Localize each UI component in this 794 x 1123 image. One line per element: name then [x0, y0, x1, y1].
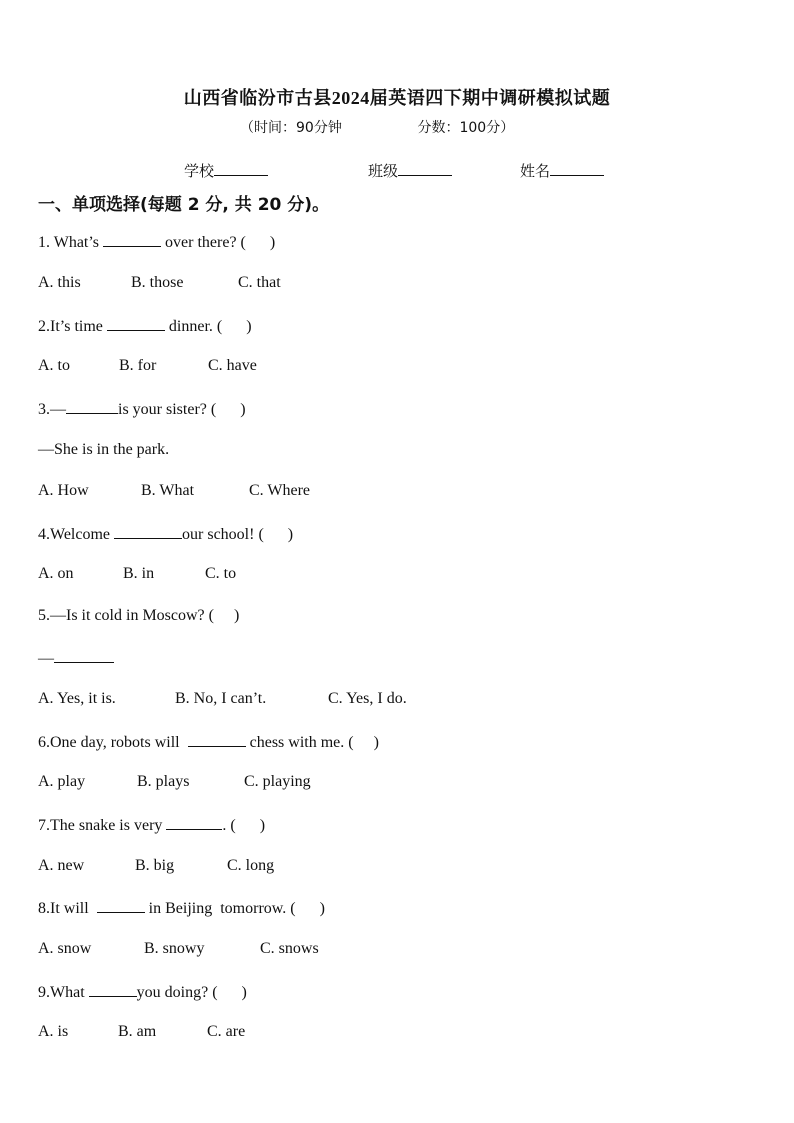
question-2-option-c: C. have	[208, 357, 257, 374]
question-7-text-before: 7.The snake is very	[38, 817, 167, 834]
question-3-blank	[66, 399, 118, 414]
question-7-text-after: . ( )	[222, 817, 266, 834]
question-9-text-before: 9.What	[38, 984, 89, 1001]
question-9-option-a: A. is	[38, 1023, 69, 1040]
question-6-option-c: C. playing	[244, 773, 311, 790]
question-7-option-a: A. new	[38, 857, 85, 874]
question-2-option-b: B. for	[119, 357, 157, 374]
question-4-option-b: B. in	[123, 565, 155, 582]
question-5-option-c: C. Yes, I do.	[328, 690, 407, 707]
question-3-text-after: is your sister? ( )	[118, 401, 246, 418]
question-6-text-after: chess with me. ( )	[245, 734, 379, 751]
question-7-options	[38, 857, 274, 875]
question-5-options	[38, 690, 407, 708]
question-4	[38, 524, 293, 544]
question-8-option-b: B. snowy	[144, 940, 205, 957]
question-9	[38, 982, 247, 1002]
question-2	[38, 316, 252, 336]
question-1-text-after: over there? ( )	[161, 234, 276, 251]
question-8-text-before: 8.It will	[38, 900, 97, 917]
question-1-options	[38, 274, 281, 292]
question-6-options	[38, 773, 311, 791]
class-blank	[398, 163, 452, 176]
question-5: 5.—Is it cold in Moscow? ( )	[38, 607, 240, 624]
question-9-options	[38, 1023, 245, 1041]
class-label: 班级	[368, 162, 399, 180]
question-8-text-after: in Beijing tomorrow. ( )	[144, 900, 325, 917]
question-1	[38, 232, 275, 252]
question-2-option-a: A. to	[38, 357, 70, 374]
question-7	[38, 815, 265, 835]
section-heading: 一、单项选择(每题 2 分, 共 20 分)。	[38, 195, 330, 215]
class-field	[368, 160, 452, 181]
question-2-options	[38, 357, 257, 375]
question-4-blank	[114, 524, 182, 539]
question-6-option-b: B. plays	[137, 773, 190, 790]
question-3-option-c: C. Where	[249, 482, 311, 499]
question-2-text-after: dinner. ( )	[164, 318, 252, 335]
question-4-options	[38, 565, 236, 583]
question-1-text-before: 1. What’s	[38, 234, 104, 251]
question-5-blank	[54, 648, 114, 663]
question-6-option-a: A. play	[38, 773, 86, 790]
question-8-options	[38, 940, 319, 958]
question-1-option-b: B. those	[131, 274, 184, 291]
question-6-blank	[188, 732, 246, 747]
question-4-option-a: A. on	[38, 565, 74, 582]
question-9-blank	[89, 982, 137, 997]
question-9-option-b: B. am	[118, 1023, 157, 1040]
question-7-option-c: C. long	[227, 857, 275, 874]
question-3	[38, 399, 246, 419]
question-3-option-b: B. What	[141, 482, 195, 499]
question-3-answer-line: —She is in the park.	[38, 441, 170, 458]
question-8-blank	[97, 898, 145, 913]
question-8	[38, 898, 325, 918]
school-field	[184, 160, 268, 181]
question-5-answer-dash: —	[38, 650, 54, 667]
question-3-options	[38, 482, 310, 500]
school-blank	[214, 163, 268, 176]
question-3-text-before: 3.—	[38, 401, 66, 418]
question-4-text-before: 4.Welcome	[38, 526, 115, 543]
school-label: 学校	[184, 162, 215, 180]
name-label: 姓名	[520, 162, 551, 180]
name-blank	[550, 163, 604, 176]
question-9-text-after: you doing? ( )	[136, 984, 247, 1001]
question-1-blank	[103, 232, 161, 247]
question-2-blank	[107, 316, 165, 331]
question-6	[38, 732, 379, 752]
question-5-answer-line	[38, 648, 114, 668]
question-1-option-a: A. this	[38, 274, 81, 291]
question-5-option-b: B. No, I can’t.	[175, 690, 267, 707]
question-7-blank	[166, 815, 222, 830]
exam-subtitle: （时间：90分钟 分数：100分）	[240, 120, 515, 136]
question-3-option-a: A. How	[38, 482, 89, 499]
exam-title: 山西省临汾市古县2024届英语四下期中调研模拟试题	[183, 88, 611, 108]
question-7-option-b: B. big	[135, 857, 175, 874]
name-field	[520, 160, 604, 181]
question-8-option-c: C. snows	[260, 940, 319, 957]
question-8-option-a: A. snow	[38, 940, 92, 957]
question-4-option-c: C. to	[205, 565, 237, 582]
question-1-option-c: C. that	[238, 274, 281, 291]
question-2-text-before: 2.It’s time	[38, 318, 107, 335]
question-6-text-before: 6.One day, robots will	[38, 734, 188, 751]
question-5-option-a: A. Yes, it is.	[38, 690, 116, 707]
question-4-text-after: our school! ( )	[182, 526, 294, 543]
question-9-option-c: C. are	[207, 1023, 246, 1040]
